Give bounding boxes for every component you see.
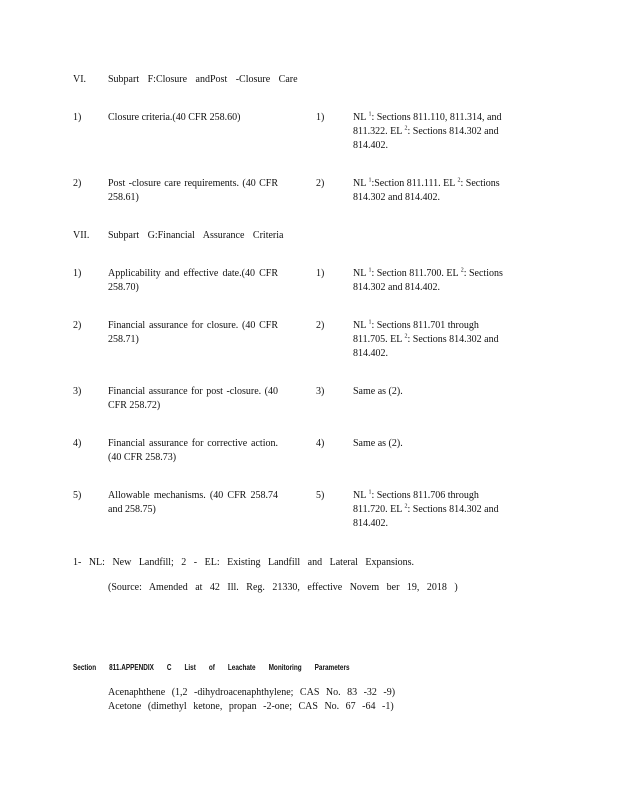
item-number: 1) — [73, 112, 82, 123]
ref-line: NL $^1$: Sections 811.701 through — [353, 319, 479, 331]
item-description: Closure criteria.(40 CFR 258.60) — [108, 112, 241, 123]
item-description: Allowable mechanisms. (40 CFR 258.74 and 258.75) — [108, 490, 278, 515]
ref-line: NL $^1$:Section 811.111. EL $^2$: Sections — [353, 177, 500, 189]
subpart-f-title: Subpart F:Closure andPost -Closure Care — [108, 74, 298, 85]
ref-line: 811.705. EL $^2$: Sections 814.302 and — [353, 333, 499, 345]
item-ref-number: 1) — [316, 268, 325, 279]
appendix-heading: Section 811.APPENDIX C List of Leachate Monitoring Parameters — [73, 663, 350, 672]
item-ref-number: 1) — [316, 112, 325, 123]
item-description: Post -closure care requirements. (40 CFR 258.61) — [108, 178, 278, 203]
ref-line: 814.402. — [353, 518, 388, 529]
item-number: 3) — [73, 386, 82, 397]
item-ref-number: 2) — [316, 178, 325, 189]
source-note: (Source: Amended at 42 Ill. Reg. 21330, effective Novem ber 19, 2018 ) — [108, 582, 458, 593]
ref-line: NL $^1$: Sections 811.110, 811.314, and — [353, 111, 502, 123]
item-reference — [353, 385, 528, 399]
item-ref-number: 3) — [316, 386, 325, 397]
ref-line: NL $^1$: Sections 811.706 through — [353, 489, 479, 501]
ref-line: Same as (2). — [353, 438, 403, 449]
item-description: Financial assurance for corrective action. (40 CFR 258.73) — [108, 438, 278, 463]
ref-line: 811.720. EL $^2$: Sections 814.302 and — [353, 503, 499, 515]
item-description: Financial assurance for post -closure. (40 CFR 258.72) — [108, 386, 278, 411]
ref-line: Same as (2). — [353, 386, 403, 397]
item-ref-number: 2) — [316, 320, 325, 331]
item-reference — [353, 267, 528, 295]
chemical-entry: Acenaphthene (1,2 -dihydroacenaphthylene; CAS No. 83 -32 -9) — [108, 687, 396, 698]
ref-line: 814.402. — [353, 348, 388, 359]
item-number: 2) — [73, 178, 82, 189]
ref-line: 814.402. — [353, 140, 388, 151]
item-number: 2) — [73, 320, 82, 331]
item-reference — [353, 177, 528, 205]
item-reference — [353, 489, 528, 531]
item-description: Applicability and effective date.(40 CFR 258.70) — [108, 268, 278, 293]
ref-line: 811.322. EL $^2$: Sections 814.302 and — [353, 125, 499, 137]
ref-line: 814.302 and 814.402. — [353, 192, 440, 203]
chemical-entry: Acetone (dimethyl ketone, propan -2-one; CAS No. 67 -64 -1) — [108, 701, 394, 712]
item-number: 1) — [73, 268, 82, 279]
item-reference — [353, 437, 528, 451]
item-number: 4) — [73, 438, 82, 449]
item-description: Financial assurance for closure. (40 CFR 258.71) — [108, 320, 278, 345]
item-reference — [353, 111, 528, 153]
item-ref-number: 4) — [316, 438, 325, 449]
item-ref-number: 5) — [316, 490, 325, 501]
subpart-g-number: VII. — [73, 230, 90, 241]
ref-line: NL $^1$: Section 811.700. EL $^2$: Sections — [353, 267, 503, 279]
item-reference — [353, 319, 528, 361]
ref-line: 814.302 and 814.402. — [353, 282, 440, 293]
subpart-f-number: VI. — [73, 74, 87, 85]
subpart-g-title: Subpart G:Financial Assurance Criteria — [108, 230, 284, 241]
item-number: 5) — [73, 490, 82, 501]
footnote: 1- NL: New Landfill; 2 - EL: Existing Landfill and Lateral Expansions. — [73, 557, 415, 568]
